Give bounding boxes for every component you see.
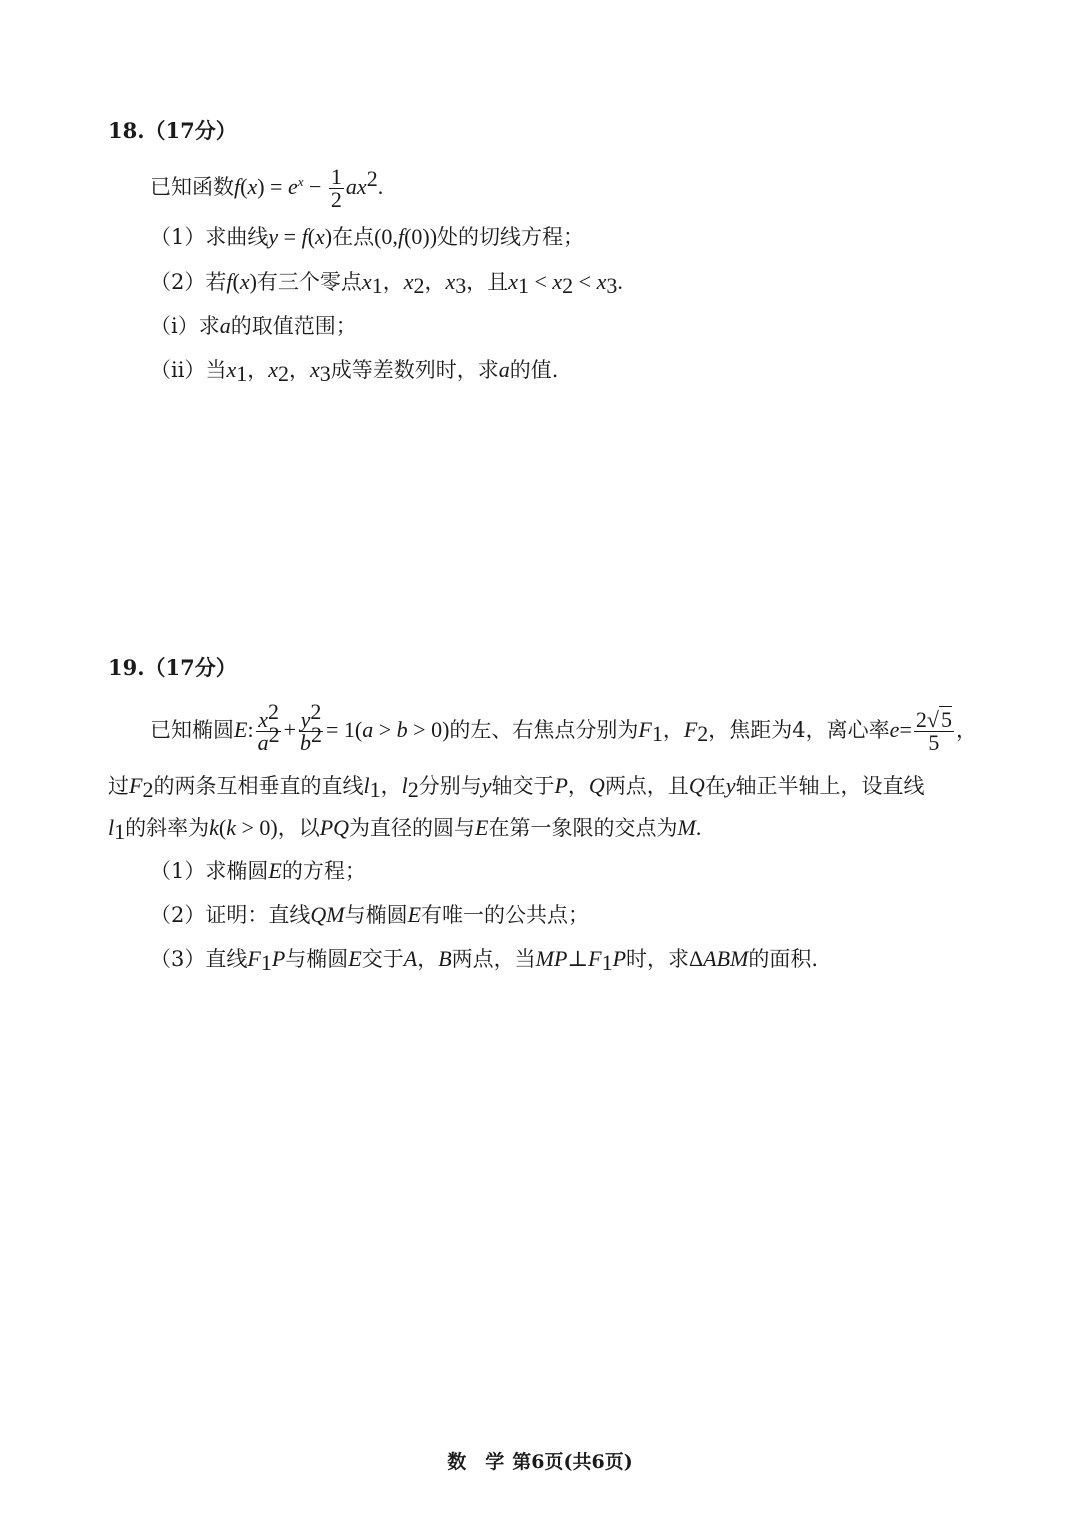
q18-score: （17分） xyxy=(144,118,237,143)
q19-fraction-x2-a2: $\frac{x^2}{a^2}$ xyxy=(257,699,280,755)
q19-score: （17分） xyxy=(144,655,237,680)
q18-part2-i: （i）求a的取值范围； xyxy=(150,313,357,338)
q19-stem-line3: $l_1$的斜率为k(k > 0)，以PQ为直径的圆与E在第一象限的交点为M. xyxy=(108,815,702,844)
footer-page-number: 第6页(共6页) xyxy=(512,1451,633,1473)
q19-header xyxy=(108,653,237,683)
page-footer xyxy=(0,1447,1080,1474)
q19-fraction-eccentricity: $\frac{2√5}{5}$ xyxy=(915,707,952,755)
footer-subject: 数 学 xyxy=(447,1451,505,1473)
q18-fraction-half: $\frac{1}{2}$ xyxy=(330,164,342,212)
q19-part1: （1）求椭圆E的方程； xyxy=(150,858,366,883)
q18-stem: 已知函数$f(x) = e^x$ − $\frac{1}{2}$ $ax^2$. xyxy=(150,164,384,212)
q18-function-formula: f xyxy=(234,174,241,199)
q18-part2: （2）若f(x)有三个零点$x_1$，$x_2$，$x_3$，且$x_1 < x_2 < x_3$. xyxy=(150,269,623,298)
q19-number: 19. xyxy=(108,655,145,680)
q18-part1: （1）求曲线y = f(x)在点(0,f(0))处的切线方程； xyxy=(150,224,585,249)
q18-header xyxy=(108,116,237,146)
q19-stem-line1: 已知椭圆E: $\frac{x^2}{a^2}$ + $\frac{y^2}{b^2}$ = 1(a > b > 0)的左、右焦点分别为$F_1$，$F_2$，焦距为4，离心率e= $\frac{2√5}{5}$ ， xyxy=(150,699,977,755)
q18-number: 18. xyxy=(108,118,145,143)
q18-stem-text: 已知函数 xyxy=(150,175,234,199)
q18-part2-ii: （ii）当$x_1$，$x_2$，$x_3$成等差数列时，求a的值. xyxy=(150,357,559,386)
q19-part3: （3）直线$F_1P$与椭圆E交于A，B两点，当$MP\perp F_1P$时，求ΔABM的面积. xyxy=(150,946,819,975)
q19-fraction-y2-b2: $\frac{y^2}{b^2}$ xyxy=(300,699,322,755)
q19-part2: （2）证明：直线QM与椭圆E有唯一的公共点； xyxy=(150,902,590,927)
q19-stem-line2: 过$F_2$的两条互相垂直的直线$l_1$，$l_2$分别与y轴交于P，Q两点，且Q在y轴正半轴上，设直线 xyxy=(108,773,925,802)
